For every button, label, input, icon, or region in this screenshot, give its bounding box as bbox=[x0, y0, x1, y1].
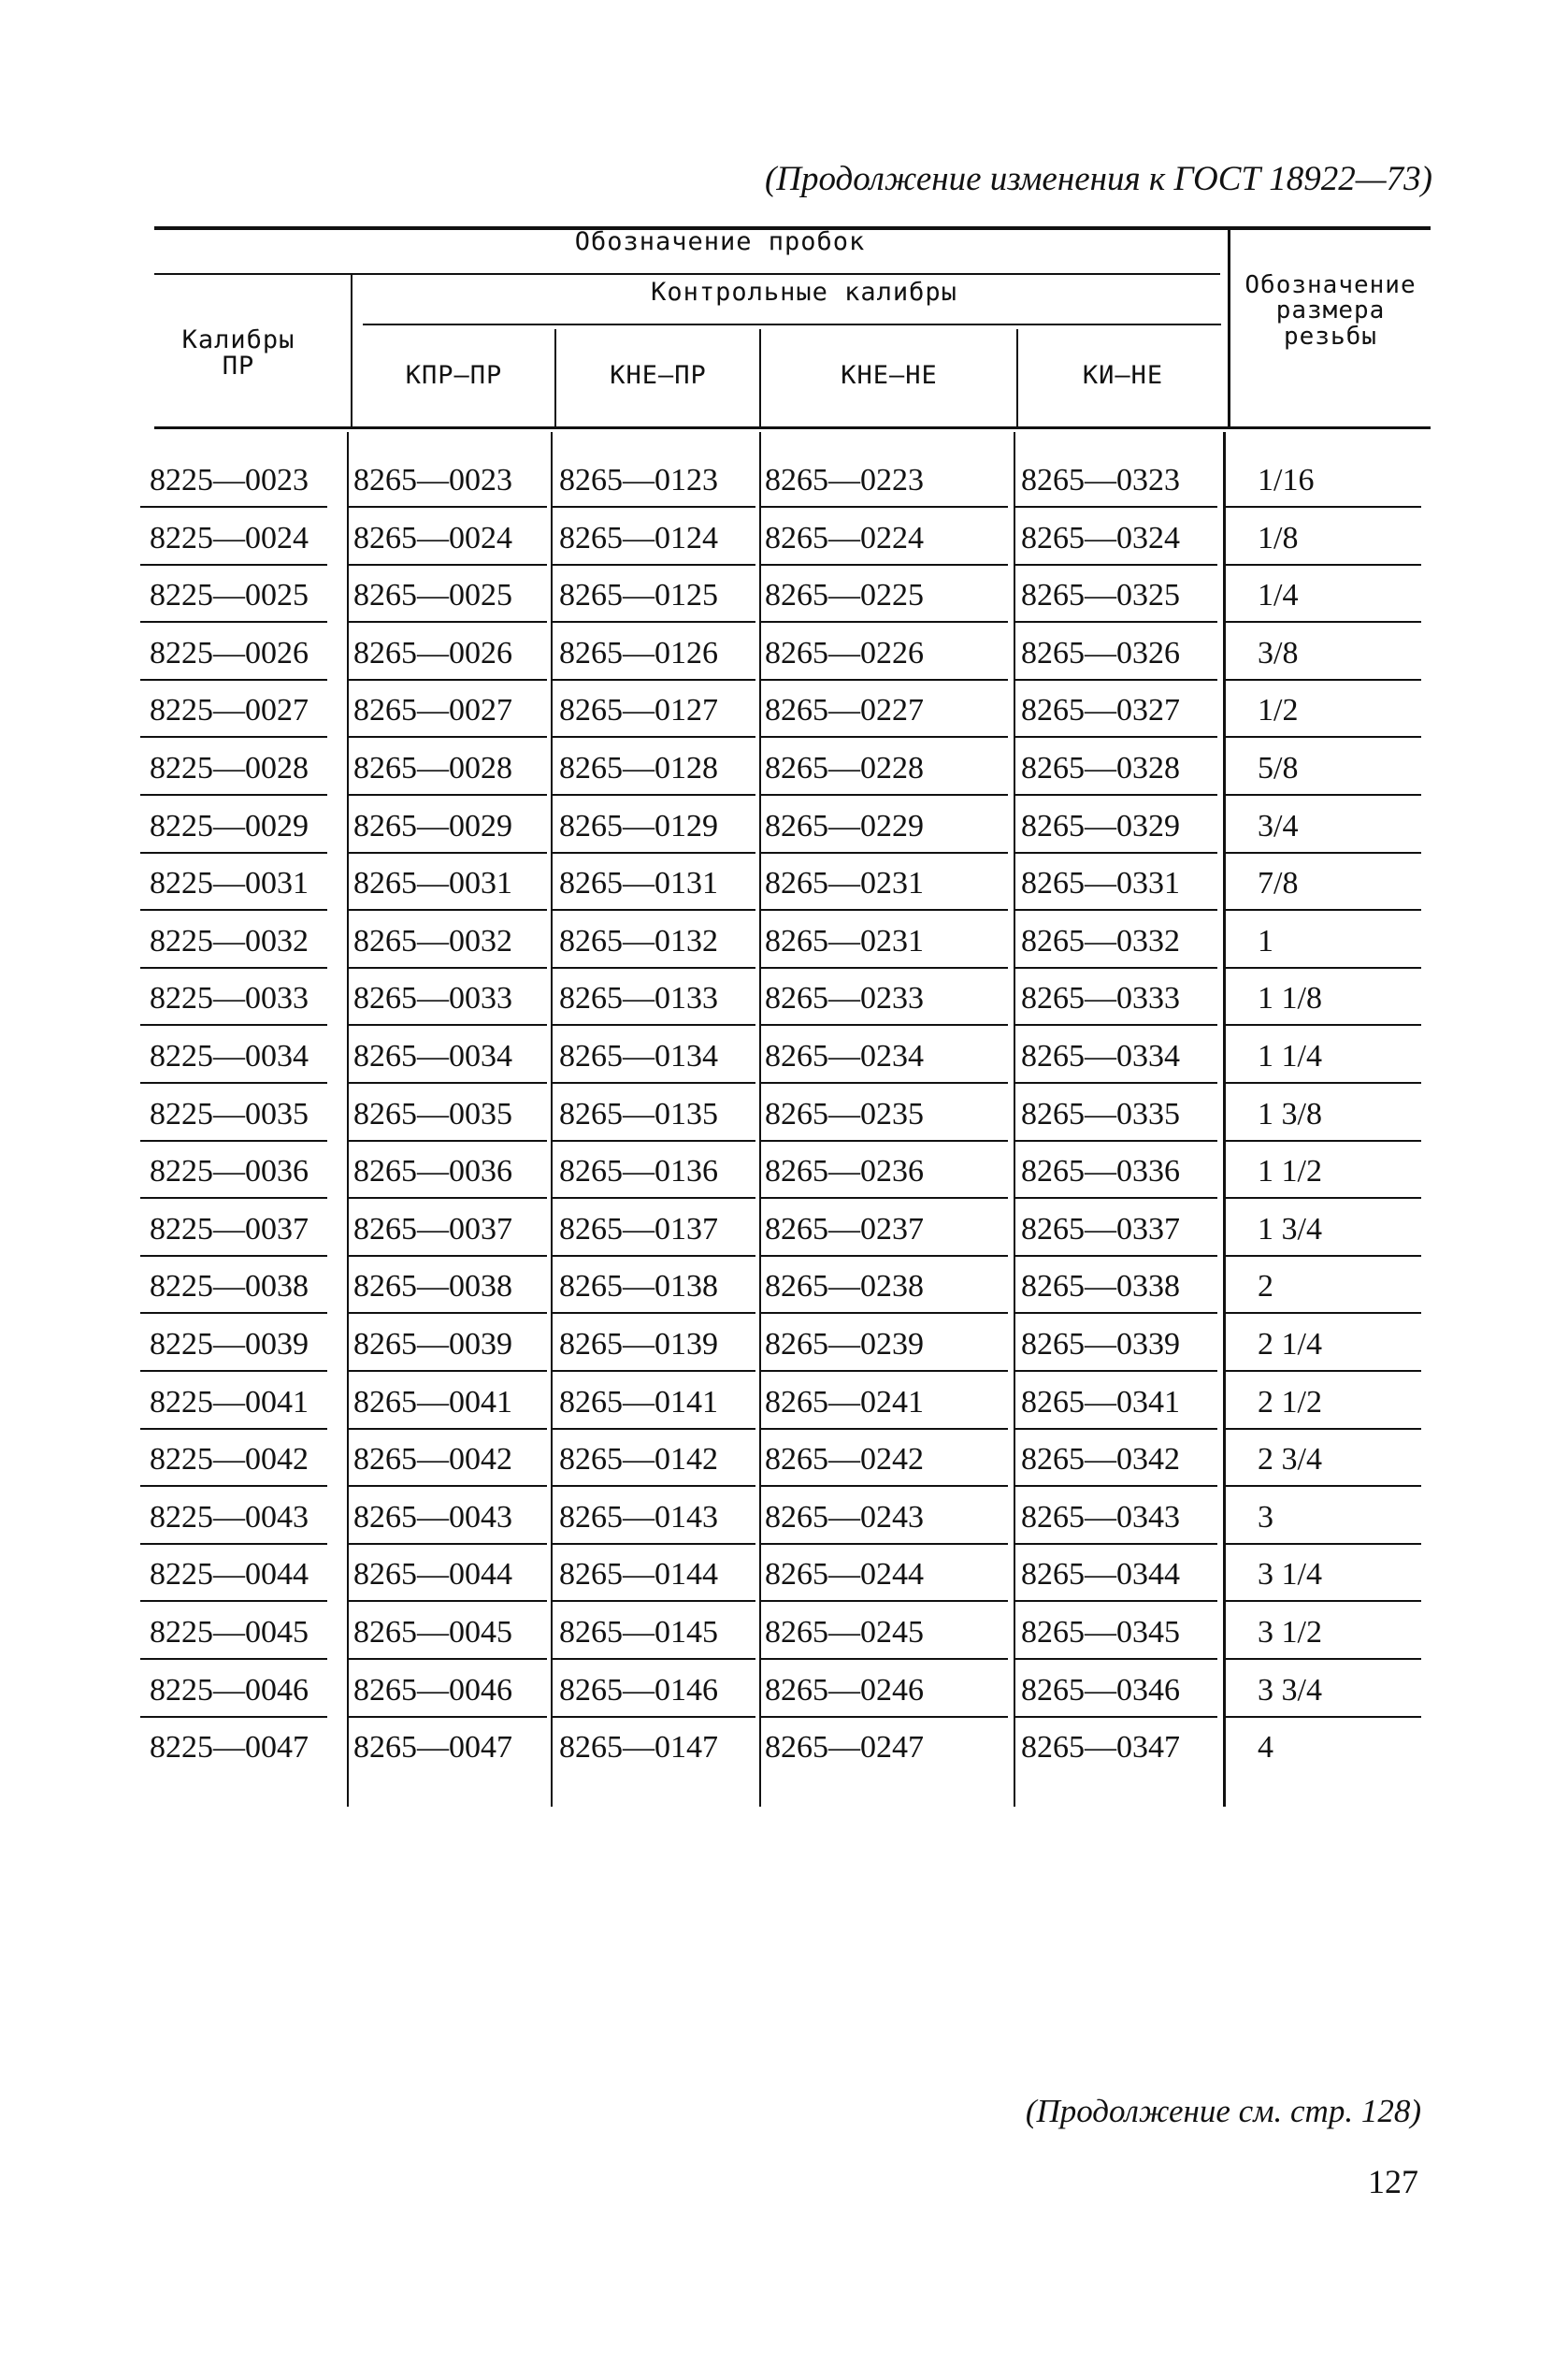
row-underline bbox=[1226, 621, 1421, 623]
row-underline bbox=[761, 1658, 1008, 1660]
cell-pr: 8225—0032 bbox=[150, 923, 309, 959]
cell-kne-pr: 8265—0132 bbox=[559, 923, 718, 959]
cell-pr: 8225—0024 bbox=[150, 520, 309, 555]
row-underline bbox=[140, 1543, 327, 1545]
row-underline bbox=[553, 1255, 755, 1257]
row-underline bbox=[1015, 1600, 1217, 1602]
row-underline bbox=[1226, 852, 1421, 854]
row-underline bbox=[349, 852, 547, 854]
cell-size: 1 3/4 bbox=[1258, 1211, 1322, 1247]
cell-kpr-pr: 8265—0046 bbox=[353, 1672, 512, 1708]
row-underline bbox=[1015, 1197, 1217, 1199]
cell-size: 1/16 bbox=[1258, 463, 1315, 497]
cell-kpr-pr: 8265—0038 bbox=[353, 1269, 512, 1305]
running-header: (Продолжение изменения к ГОСТ 18922—73) bbox=[764, 160, 1432, 198]
cell-pr: 8225—0025 bbox=[150, 578, 309, 613]
cell-kpr-pr: 8265—0032 bbox=[353, 923, 512, 959]
cell-kpr-pr: 8265—0025 bbox=[353, 578, 512, 613]
row-underline bbox=[1226, 1255, 1421, 1257]
row-underline bbox=[1015, 621, 1217, 623]
cell-kne-ne: 8265—0231 bbox=[765, 866, 924, 901]
cell-kne-pr: 8265—0136 bbox=[559, 1154, 718, 1189]
col-header-kne-ne: КНЕ—НЕ bbox=[841, 361, 938, 390]
row-underline bbox=[553, 967, 755, 969]
cell-kpr-pr: 8265—0033 bbox=[353, 981, 512, 1016]
row-underline bbox=[140, 1024, 327, 1026]
row-underline bbox=[1015, 1312, 1217, 1314]
row-underline bbox=[1015, 564, 1217, 566]
cell-kpr-pr: 8265—0034 bbox=[353, 1039, 512, 1074]
cell-size: 3 3/4 bbox=[1258, 1672, 1322, 1708]
cell-size: 1/2 bbox=[1258, 693, 1299, 728]
footer-continuation: (Продолжение см. стр. 128) bbox=[1025, 2093, 1421, 2129]
cell-kpr-pr: 8265—0042 bbox=[353, 1442, 512, 1478]
cell-kne-pr: 8265—0145 bbox=[559, 1615, 718, 1650]
row-underline bbox=[1226, 1370, 1421, 1372]
cell-pr: 8225—0042 bbox=[150, 1442, 309, 1478]
row-underline bbox=[349, 909, 547, 911]
cell-pr: 8225—0026 bbox=[150, 635, 309, 670]
cell-pr: 8225—0028 bbox=[150, 751, 309, 786]
cell-pr: 8225—0038 bbox=[150, 1269, 309, 1305]
row-underline bbox=[1015, 1543, 1217, 1545]
cell-kne-pr: 8265—0131 bbox=[559, 866, 718, 901]
cell-kne-ne: 8265—0225 bbox=[765, 578, 924, 613]
cell-kne-ne: 8265—0228 bbox=[765, 751, 924, 786]
row-underline bbox=[349, 1600, 547, 1602]
row-underline bbox=[1015, 852, 1217, 854]
cell-kne-ne: 8265—0226 bbox=[765, 635, 924, 670]
cell-kne-pr: 8265—0126 bbox=[559, 635, 718, 670]
row-underline bbox=[349, 1485, 547, 1487]
row-underline bbox=[1015, 909, 1217, 911]
row-underline bbox=[553, 1312, 755, 1314]
cell-kne-pr: 8265—0143 bbox=[559, 1499, 718, 1535]
row-underline bbox=[1226, 679, 1421, 681]
cell-size: 1 bbox=[1258, 923, 1273, 959]
cell-size: 1 1/8 bbox=[1258, 981, 1322, 1016]
cell-kne-ne: 8265—0224 bbox=[765, 520, 924, 555]
row-underline bbox=[553, 1082, 755, 1084]
cell-kne-pr: 8265—0128 bbox=[559, 751, 718, 786]
row-underline bbox=[1015, 1255, 1217, 1257]
row-underline bbox=[349, 564, 547, 566]
group-header: Обозначение пробок bbox=[574, 227, 866, 256]
row-underline bbox=[761, 1197, 1008, 1199]
row-underline bbox=[1226, 736, 1421, 738]
cell-kne-ne: 8265—0227 bbox=[765, 693, 924, 728]
cell-kpr-pr: 8265—0027 bbox=[353, 693, 512, 728]
cell-pr: 8225—0029 bbox=[150, 808, 309, 843]
row-underline bbox=[140, 564, 327, 566]
row-underline bbox=[349, 1312, 547, 1314]
row-underline bbox=[140, 1370, 327, 1372]
cell-size: 1/8 bbox=[1258, 520, 1299, 555]
cell-kne-ne: 8265—0247 bbox=[765, 1730, 924, 1766]
cell-ki-ne: 8265—0323 bbox=[1021, 463, 1180, 497]
row-underline bbox=[1226, 1600, 1421, 1602]
row-underline bbox=[140, 1428, 327, 1430]
row-underline bbox=[1226, 1140, 1421, 1142]
cell-kpr-pr: 8265—0045 bbox=[353, 1615, 512, 1650]
row-underline bbox=[349, 794, 547, 796]
cell-size: 1 1/4 bbox=[1258, 1039, 1322, 1074]
cell-ki-ne: 8265—0347 bbox=[1021, 1730, 1180, 1766]
row-underline bbox=[349, 1255, 547, 1257]
row-underline bbox=[553, 1024, 755, 1026]
cell-pr: 8225—0037 bbox=[150, 1211, 309, 1247]
cell-size: 4 bbox=[1258, 1730, 1273, 1766]
cell-pr: 8225—0031 bbox=[150, 866, 309, 901]
row-underline bbox=[553, 1658, 755, 1660]
row-underline bbox=[1015, 1485, 1217, 1487]
row-underline bbox=[349, 1370, 547, 1372]
cell-pr: 8225—0035 bbox=[150, 1096, 309, 1132]
cell-pr: 8225—0039 bbox=[150, 1327, 309, 1362]
cell-ki-ne: 8265—0334 bbox=[1021, 1039, 1180, 1074]
cell-pr: 8225—0045 bbox=[150, 1615, 309, 1650]
group-header-rule bbox=[154, 273, 1220, 275]
row-underline bbox=[1226, 1716, 1421, 1718]
row-underline bbox=[761, 909, 1008, 911]
row-underline bbox=[349, 621, 547, 623]
cell-ki-ne: 8265—0329 bbox=[1021, 808, 1180, 843]
row-underline bbox=[553, 1543, 755, 1545]
row-underline bbox=[140, 1312, 327, 1314]
cell-pr: 8225—0044 bbox=[150, 1557, 309, 1593]
row-underline bbox=[761, 967, 1008, 969]
row-underline bbox=[1226, 506, 1421, 508]
cell-ki-ne: 8265—0324 bbox=[1021, 520, 1180, 555]
row-underline bbox=[553, 621, 755, 623]
col-header-size: Обозначение размера резьбы bbox=[1244, 271, 1417, 351]
cell-size: 3/4 bbox=[1258, 808, 1299, 843]
cell-kne-ne: 8265—0234 bbox=[765, 1039, 924, 1074]
cell-kne-pr: 8265—0134 bbox=[559, 1039, 718, 1074]
row-underline bbox=[1226, 1197, 1421, 1199]
cell-ki-ne: 8265—0333 bbox=[1021, 981, 1180, 1016]
row-underline bbox=[1226, 1428, 1421, 1430]
cell-kne-pr: 8265—0139 bbox=[559, 1327, 718, 1362]
cell-kpr-pr: 8265—0041 bbox=[353, 1384, 512, 1420]
row-underline bbox=[1015, 1082, 1217, 1084]
cell-kne-ne: 8265—0246 bbox=[765, 1672, 924, 1708]
cell-pr: 8225—0047 bbox=[150, 1730, 309, 1766]
cell-pr: 8225—0036 bbox=[150, 1154, 309, 1189]
row-underline bbox=[553, 1716, 755, 1718]
row-underline bbox=[140, 1082, 327, 1084]
row-underline bbox=[349, 736, 547, 738]
row-underline bbox=[1226, 564, 1421, 566]
cell-ki-ne: 8265—0335 bbox=[1021, 1096, 1180, 1132]
row-underline bbox=[140, 1485, 327, 1487]
cell-size: 1 3/8 bbox=[1258, 1096, 1322, 1132]
row-underline bbox=[140, 1255, 327, 1257]
cell-kne-pr: 8265—0138 bbox=[559, 1269, 718, 1305]
row-underline bbox=[1226, 1082, 1421, 1084]
row-underline bbox=[1015, 679, 1217, 681]
row-underline bbox=[1226, 1024, 1421, 1026]
cell-kne-pr: 8265—0141 bbox=[559, 1384, 718, 1420]
row-underline bbox=[761, 1140, 1008, 1142]
cell-pr: 8225—0023 bbox=[150, 463, 309, 497]
cell-kpr-pr: 8265—0031 bbox=[353, 866, 512, 901]
cell-size: 3/8 bbox=[1258, 635, 1299, 670]
cell-ki-ne: 8265—0332 bbox=[1021, 923, 1180, 959]
header-divider-1 bbox=[554, 329, 556, 428]
row-underline bbox=[349, 1543, 547, 1545]
row-underline bbox=[349, 1197, 547, 1199]
cell-kne-pr: 8265—0137 bbox=[559, 1211, 718, 1247]
row-underline bbox=[553, 1600, 755, 1602]
row-underline bbox=[761, 1255, 1008, 1257]
cell-size: 3 bbox=[1258, 1499, 1273, 1535]
cell-kne-ne: 8265—0242 bbox=[765, 1442, 924, 1478]
cell-ki-ne: 8265—0344 bbox=[1021, 1557, 1180, 1593]
row-underline bbox=[140, 621, 327, 623]
row-underline bbox=[761, 621, 1008, 623]
col-header-kpr-pr: КПР—ПР bbox=[405, 361, 503, 390]
cell-ki-ne: 8265—0341 bbox=[1021, 1384, 1180, 1420]
row-underline bbox=[761, 852, 1008, 854]
cell-kpr-pr: 8265—0023 bbox=[353, 463, 512, 497]
row-underline bbox=[349, 1082, 547, 1084]
cell-kne-ne: 8265—0229 bbox=[765, 808, 924, 843]
cell-size: 1/4 bbox=[1258, 578, 1299, 613]
row-underline bbox=[553, 1140, 755, 1142]
cell-size: 2 1/2 bbox=[1258, 1384, 1322, 1420]
row-underline bbox=[761, 794, 1008, 796]
col-header-pr: Калибры ПР bbox=[181, 325, 295, 382]
cell-pr: 8225—0034 bbox=[150, 1039, 309, 1074]
row-underline bbox=[761, 1716, 1008, 1718]
row-underline bbox=[140, 909, 327, 911]
cell-kne-pr: 8265—0125 bbox=[559, 578, 718, 613]
row-underline bbox=[1015, 1716, 1217, 1718]
row-underline bbox=[761, 1082, 1008, 1084]
cell-size: 7/8 bbox=[1258, 866, 1299, 901]
cell-kne-pr: 8265—0133 bbox=[559, 981, 718, 1016]
row-underline bbox=[1015, 1140, 1217, 1142]
row-underline bbox=[553, 909, 755, 911]
cell-ki-ne: 8265—0339 bbox=[1021, 1327, 1180, 1362]
row-underline bbox=[349, 1716, 547, 1718]
cell-kpr-pr: 8265—0035 bbox=[353, 1096, 512, 1132]
cell-kne-ne: 8265—0231 bbox=[765, 923, 924, 959]
cell-kne-ne: 8265—0245 bbox=[765, 1615, 924, 1650]
cell-kne-ne: 8265—0233 bbox=[765, 981, 924, 1016]
cell-kne-ne: 8265—0223 bbox=[765, 463, 924, 497]
row-underline bbox=[140, 736, 327, 738]
row-underline bbox=[761, 1428, 1008, 1430]
row-underline bbox=[349, 1024, 547, 1026]
cell-kpr-pr: 8265—0029 bbox=[353, 808, 512, 843]
row-underline bbox=[349, 1658, 547, 1660]
header-divider-3 bbox=[1016, 329, 1018, 428]
row-underline bbox=[761, 506, 1008, 508]
cell-kne-pr: 8265—0147 bbox=[559, 1730, 718, 1766]
row-underline bbox=[1015, 506, 1217, 508]
cell-kne-pr: 8265—0127 bbox=[559, 693, 718, 728]
row-underline bbox=[761, 1600, 1008, 1602]
row-underline bbox=[349, 1140, 547, 1142]
col-header-kne-pr: КНЕ—ПР bbox=[610, 361, 707, 390]
row-underline bbox=[1015, 736, 1217, 738]
row-underline bbox=[553, 736, 755, 738]
row-underline bbox=[761, 1024, 1008, 1026]
cell-kpr-pr: 8265—0024 bbox=[353, 520, 512, 555]
cell-kpr-pr: 8265—0044 bbox=[353, 1557, 512, 1593]
row-underline bbox=[553, 1485, 755, 1487]
cell-kpr-pr: 8265—0037 bbox=[353, 1211, 512, 1247]
row-underline bbox=[1015, 794, 1217, 796]
cell-size: 2 3/4 bbox=[1258, 1442, 1322, 1478]
cell-pr: 8225—0041 bbox=[150, 1384, 309, 1420]
cell-kpr-pr: 8265—0047 bbox=[353, 1730, 512, 1766]
row-underline bbox=[761, 679, 1008, 681]
row-underline bbox=[349, 506, 547, 508]
subgroup-header: Контрольные калибры bbox=[651, 278, 957, 307]
header-divider-size bbox=[1228, 228, 1230, 428]
row-underline bbox=[553, 1370, 755, 1372]
cell-size: 2 1/4 bbox=[1258, 1327, 1322, 1362]
row-underline bbox=[553, 852, 755, 854]
cell-pr: 8225—0046 bbox=[150, 1672, 309, 1708]
cell-kne-ne: 8265—0235 bbox=[765, 1096, 924, 1132]
row-underline bbox=[761, 1370, 1008, 1372]
cell-kne-pr: 8265—0146 bbox=[559, 1672, 718, 1708]
cell-kne-ne: 8265—0238 bbox=[765, 1269, 924, 1305]
row-underline bbox=[1226, 909, 1421, 911]
cell-kne-pr: 8265—0123 bbox=[559, 463, 718, 497]
row-underline bbox=[553, 564, 755, 566]
row-underline bbox=[1226, 1485, 1421, 1487]
cell-ki-ne: 8265—0326 bbox=[1021, 635, 1180, 670]
cell-kne-pr: 8265—0144 bbox=[559, 1557, 718, 1593]
cell-ki-ne: 8265—0343 bbox=[1021, 1499, 1180, 1535]
cell-size: 2 bbox=[1258, 1269, 1273, 1305]
row-underline bbox=[1226, 1543, 1421, 1545]
row-underline bbox=[553, 679, 755, 681]
row-underline bbox=[1015, 967, 1217, 969]
row-underline bbox=[140, 1600, 327, 1602]
row-underline bbox=[1015, 1658, 1217, 1660]
cell-kne-ne: 8265—0244 bbox=[765, 1557, 924, 1593]
cell-kne-ne: 8265—0243 bbox=[765, 1499, 924, 1535]
cell-kne-pr: 8265—0124 bbox=[559, 520, 718, 555]
cell-ki-ne: 8265—0327 bbox=[1021, 693, 1180, 728]
row-underline bbox=[553, 1197, 755, 1199]
cell-kne-pr: 8265—0129 bbox=[559, 808, 718, 843]
cell-kpr-pr: 8265—0036 bbox=[353, 1154, 512, 1189]
row-underline bbox=[1226, 794, 1421, 796]
cell-kpr-pr: 8265—0043 bbox=[353, 1499, 512, 1535]
cell-ki-ne: 8265—0345 bbox=[1021, 1615, 1180, 1650]
row-underline bbox=[1015, 1370, 1217, 1372]
cell-pr: 8225—0043 bbox=[150, 1499, 309, 1535]
row-underline bbox=[140, 1658, 327, 1660]
cell-size: 3 1/2 bbox=[1258, 1615, 1322, 1650]
cell-kne-ne: 8265—0239 bbox=[765, 1327, 924, 1362]
row-underline bbox=[140, 794, 327, 796]
header-divider-2 bbox=[759, 329, 761, 428]
cell-kne-ne: 8265—0237 bbox=[765, 1211, 924, 1247]
cell-ki-ne: 8265—0337 bbox=[1021, 1211, 1180, 1247]
cell-pr: 8225—0027 bbox=[150, 693, 309, 728]
row-underline bbox=[1226, 967, 1421, 969]
row-underline bbox=[761, 1485, 1008, 1487]
row-underline bbox=[140, 679, 327, 681]
cell-ki-ne: 8265—0346 bbox=[1021, 1672, 1180, 1708]
row-underline bbox=[140, 852, 327, 854]
row-underline bbox=[140, 1197, 327, 1199]
row-underline bbox=[553, 506, 755, 508]
cell-size: 3 1/4 bbox=[1258, 1557, 1322, 1593]
header-bottom-rule bbox=[154, 426, 1431, 429]
page-number: 127 bbox=[1368, 2163, 1418, 2200]
cell-kpr-pr: 8265—0028 bbox=[353, 751, 512, 786]
cell-kpr-pr: 8265—0026 bbox=[353, 635, 512, 670]
row-underline bbox=[1015, 1024, 1217, 1026]
row-underline bbox=[553, 1428, 755, 1430]
row-underline bbox=[1226, 1658, 1421, 1660]
col-header-ki-ne: КИ—НЕ bbox=[1082, 361, 1164, 390]
row-underline bbox=[140, 1716, 327, 1718]
cell-ki-ne: 8265—0328 bbox=[1021, 751, 1180, 786]
row-underline bbox=[761, 1543, 1008, 1545]
cell-kne-pr: 8265—0142 bbox=[559, 1442, 718, 1478]
cell-pr: 8225—0033 bbox=[150, 981, 309, 1016]
cell-size: 5/8 bbox=[1258, 751, 1299, 786]
subgroup-header-rule bbox=[363, 324, 1221, 325]
row-underline bbox=[761, 564, 1008, 566]
row-underline bbox=[761, 736, 1008, 738]
row-underline bbox=[140, 967, 327, 969]
cell-kne-ne: 8265—0236 bbox=[765, 1154, 924, 1189]
row-underline bbox=[349, 679, 547, 681]
cell-ki-ne: 8265—0331 bbox=[1021, 866, 1180, 901]
row-underline bbox=[761, 1312, 1008, 1314]
row-underline bbox=[140, 506, 327, 508]
header-divider-pr bbox=[351, 275, 352, 428]
row-underline bbox=[349, 967, 547, 969]
cell-kne-ne: 8265—0241 bbox=[765, 1384, 924, 1420]
cell-ki-ne: 8265—0336 bbox=[1021, 1154, 1180, 1189]
cell-ki-ne: 8265—0325 bbox=[1021, 578, 1180, 613]
cell-kne-pr: 8265—0135 bbox=[559, 1096, 718, 1132]
row-underline bbox=[1015, 1428, 1217, 1430]
cell-ki-ne: 8265—0338 bbox=[1021, 1269, 1180, 1305]
row-underline bbox=[553, 794, 755, 796]
row-underline bbox=[1226, 1312, 1421, 1314]
cell-kpr-pr: 8265—0039 bbox=[353, 1327, 512, 1362]
row-underline bbox=[140, 1140, 327, 1142]
row-underline bbox=[349, 1428, 547, 1430]
cell-ki-ne: 8265—0342 bbox=[1021, 1442, 1180, 1478]
cell-size: 1 1/2 bbox=[1258, 1154, 1322, 1189]
